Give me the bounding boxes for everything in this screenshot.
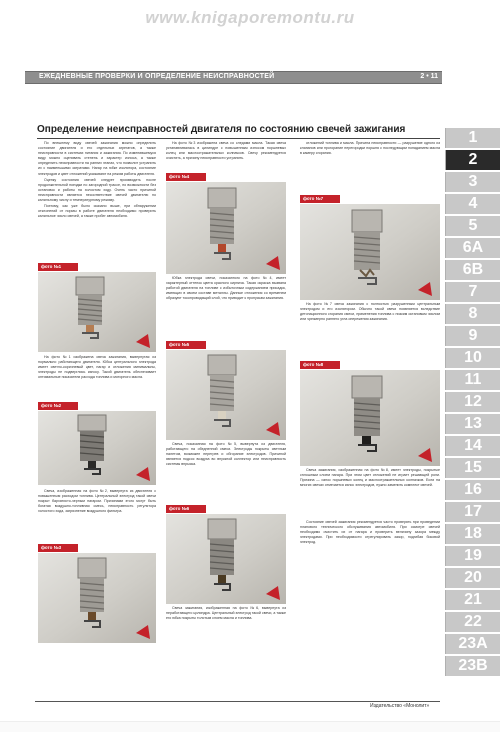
spark-plug-illustration xyxy=(38,553,156,643)
column-1-intro xyxy=(38,141,156,271)
chapter-tab-23a[interactable]: 23A xyxy=(445,634,500,654)
watermark: www.knigaporemontu.ru xyxy=(145,8,355,27)
spark-plug-photo-6 xyxy=(166,514,286,604)
paragraph: отложений топлива и масла. Причина неисправности — разрушение одного из клапанов или прогорание перегородки поршня с последующим попаданием масла в камеру сгорания. xyxy=(300,141,440,156)
paragraph: Поэтому, как уже было сказано выше, при обнаружении отклонений от нормы в работе двигателя необходимо проверить калильное число свечей, а также пробег автомобиля. xyxy=(38,204,156,219)
chapter-tab-13[interactable]: 13 xyxy=(445,414,500,434)
footer-divider xyxy=(35,701,440,702)
spark-plug-photo-2 xyxy=(38,411,156,485)
column-2-text-photo5 xyxy=(166,442,286,502)
paragraph: Свеча зажигания, изображенная на фото №6, вывернута из неработающего цилиндра. Центральный электрод такой свечи, а также его юбка покрыты толстым слоем масла и топлива. xyxy=(166,606,286,621)
paragraph: Свеча зажигания, изображенная на фото №8, имеет электроды, покрытые сплошным слоем нагара. При этом цвет отложений не играет решающей роли. Причина — износ поршневых колец и маслоотражательных колпачков. Если на многих свечах отмечается износ электродов, нужно заменить комплект свечей. xyxy=(300,468,440,488)
chapter-tab-17[interactable]: 17 xyxy=(445,502,500,522)
title-divider xyxy=(37,138,440,139)
photo-label-1: фото №1 xyxy=(38,263,78,271)
paragraph: Свеча, изображенная на фото №2, вывернута из двигателя с повышенным расходом топлива. Центральный электрод такой свечи покрыт бархатисто-черным нагаром. Причинами этого могут быть богатая воздушно-топливная смесь, неисправность регулятора холостого хода, загрязнение воздушного фильтра. xyxy=(38,489,156,514)
spark-plug-photo-5 xyxy=(166,350,286,440)
spark-plug-illustration xyxy=(300,370,440,466)
column-3-text-photo7 xyxy=(300,302,440,362)
paragraph: Состояние свечей зажигания рекомендуется часто проверять при проведении планового технического обслуживания автомобиля. При осмотре свечей необходимо очистить их от нагара и проверить величину зазора между электродами. При необходимости отрегулировать зазор, подгибая боковой электрод. xyxy=(300,520,440,545)
publisher-label: Издательство «Монолит» xyxy=(370,703,430,709)
chapter-tab-3[interactable]: 3 xyxy=(445,172,500,192)
photo-label-3: фото №3 xyxy=(38,544,78,552)
spark-plug-icon xyxy=(78,558,150,639)
spark-plug-illustration xyxy=(38,411,156,485)
spark-plug-photo-4 xyxy=(166,182,286,274)
spark-plug-illustration xyxy=(300,204,440,300)
spark-plug-illustration xyxy=(38,272,156,352)
chapter-tab-6a[interactable]: 6A xyxy=(445,238,500,258)
chapter-tab-10[interactable]: 10 xyxy=(445,348,500,368)
paragraph: Юбка электрода свечи, показанного на фото №4, имеет характерный оттенок цвета красного кирпича. Такая окраска вызвана работой двигателя на топливе с избыточным содержанием присадок, имеющих в своем составе металлы. Данные отложения со временем образуют токопроводящий слой, что приводит к пропускам зажигания. xyxy=(166,276,286,301)
chapter-tab-7[interactable]: 7 xyxy=(445,282,500,302)
section-title: Определение неисправностей двигателя по состоянию свечей зажигания xyxy=(37,124,406,135)
chapter-tab-8[interactable]: 8 xyxy=(445,304,500,324)
column-1-text-photo1 xyxy=(38,355,156,403)
paragraph: Свеча, показанная на фото №5, вывернута из двигателя, работающего на обедненной смеси. Электроды покрыты светлым налетом, возможен перегрев и обгорание электродов. Причиной является подсос воздуха во впускной коллектор или неисправность системы впрыска. xyxy=(166,442,286,467)
page-number: 2 • 11 xyxy=(420,73,438,80)
chapter-tab-2[interactable]: 2 xyxy=(445,150,500,170)
chapter-tab-5[interactable]: 5 xyxy=(445,216,500,236)
chapter-tab-22[interactable]: 22 xyxy=(445,612,500,632)
chapter-tab-23b[interactable]: 23B xyxy=(445,656,500,676)
chapter-tabs xyxy=(445,128,500,678)
chapter-tab-11[interactable]: 11 xyxy=(445,370,500,390)
spark-plug-icon xyxy=(352,376,432,462)
spark-plug-illustration xyxy=(166,350,286,440)
spark-plug-icon xyxy=(78,415,150,481)
spark-plug-icon xyxy=(208,355,280,436)
chapter-tab-14[interactable]: 14 xyxy=(445,436,500,456)
photo-label-8: фото №8 xyxy=(300,361,340,369)
column-3-text-maintenance xyxy=(300,520,440,640)
chapter-tab-21[interactable]: 21 xyxy=(445,590,500,610)
spark-plug-photo-7 xyxy=(300,204,440,300)
paragraph: На фото №7 свеча зажигания с полностью разрушенным центральным электродом и его изолятором. Обычно такой свечи появляется вследствие детонационного сгорания смеси, применения топлива с низким октановым числом или чрезмерно раннего угла опережения зажигания. xyxy=(300,302,440,322)
chapter-tab-1[interactable]: 1 xyxy=(445,128,500,148)
chapter-tab-6b[interactable]: 6B xyxy=(445,260,500,280)
chapter-title: ЕЖЕДНЕВНЫЕ ПРОВЕРКИ И ОПРЕДЕЛЕНИЕ НЕИСПРАВНОСТЕЙ xyxy=(39,73,275,80)
chapter-tab-4[interactable]: 4 xyxy=(445,194,500,214)
page-bottom-edge xyxy=(0,721,500,732)
spark-plug-photo-1 xyxy=(38,272,156,352)
chapter-tab-18[interactable]: 18 xyxy=(445,524,500,544)
column-3-text-photo8 xyxy=(300,468,440,520)
photo-label-4: фото №4 xyxy=(166,173,206,181)
paragraph: На фото №3 изображена свеча со следами масла. Такая свеча устанавливалась в цилиндре с повышенным износом поршневых колец или маслоотражательных колпачков. Свечу рекомендуется очистить, а причину неисправности устранить. xyxy=(166,141,286,161)
spark-plug-icon xyxy=(352,210,432,296)
column-2-text-photo4 xyxy=(166,276,286,341)
chapter-tab-15[interactable]: 15 xyxy=(445,458,500,478)
photo-label-6: фото №6 xyxy=(166,505,206,513)
photo-label-5: фото №5 xyxy=(166,341,206,349)
chapter-header-bar xyxy=(25,71,442,84)
chapter-tab-16[interactable]: 16 xyxy=(445,480,500,500)
column-2-text-photo6 xyxy=(166,606,286,644)
paragraph: Оценку состояния свечей следует производить после продолжительной поездки по загородной трассе, по возможности без остановок и работы на холостом ходу. Очень часто причиной неисправности является несоответствие свечей двигателю по калильному числу и температурному режиму. xyxy=(38,177,156,203)
chapter-tab-12[interactable]: 12 xyxy=(445,392,500,412)
column-3-top xyxy=(300,141,440,193)
spark-plug-icon xyxy=(208,188,280,270)
spark-plug-illustration xyxy=(166,182,286,274)
photo-label-7: фото №7 xyxy=(300,195,340,203)
chapter-tab-19[interactable]: 19 xyxy=(445,546,500,566)
spark-plug-icon xyxy=(76,277,150,348)
column-2-top xyxy=(166,141,286,173)
column-1-text-photo2 xyxy=(38,489,156,537)
chapter-tab-20[interactable]: 20 xyxy=(445,568,500,588)
photo-label-2: фото №2 xyxy=(38,402,78,410)
spark-plug-illustration xyxy=(166,514,286,604)
paragraph: По внешнему виду свечей зажигания можно определить состояние двигателя и его отдельных агрегатов, а также неисправности в системах питания и зажигания. По изменившемуся виду можно оценивать степень и характер износа, а также определить неисправности на ранних этапах, что позволит устранить их с наименьшими затратами. Нагар на юбке изолятора, состояние электродов и цвет отложений указывают на режим работы двигателя. xyxy=(38,141,156,176)
paragraph: На фото №1 изображена свеча зажигания, вывернутая из нормально работающего двигателя. Юбка центрального электрода имеет светло-коричневый цвет, нагар и отложения минимальны, электроды не подверглись износу. Такой двигатель обеспечивает оптимальные показатели расхода топлива и моторного масла. xyxy=(38,355,156,380)
spark-plug-photo-3 xyxy=(38,553,156,643)
chapter-tab-9[interactable]: 9 xyxy=(445,326,500,346)
spark-plug-photo-8 xyxy=(300,370,440,466)
spark-plug-icon xyxy=(208,519,280,600)
